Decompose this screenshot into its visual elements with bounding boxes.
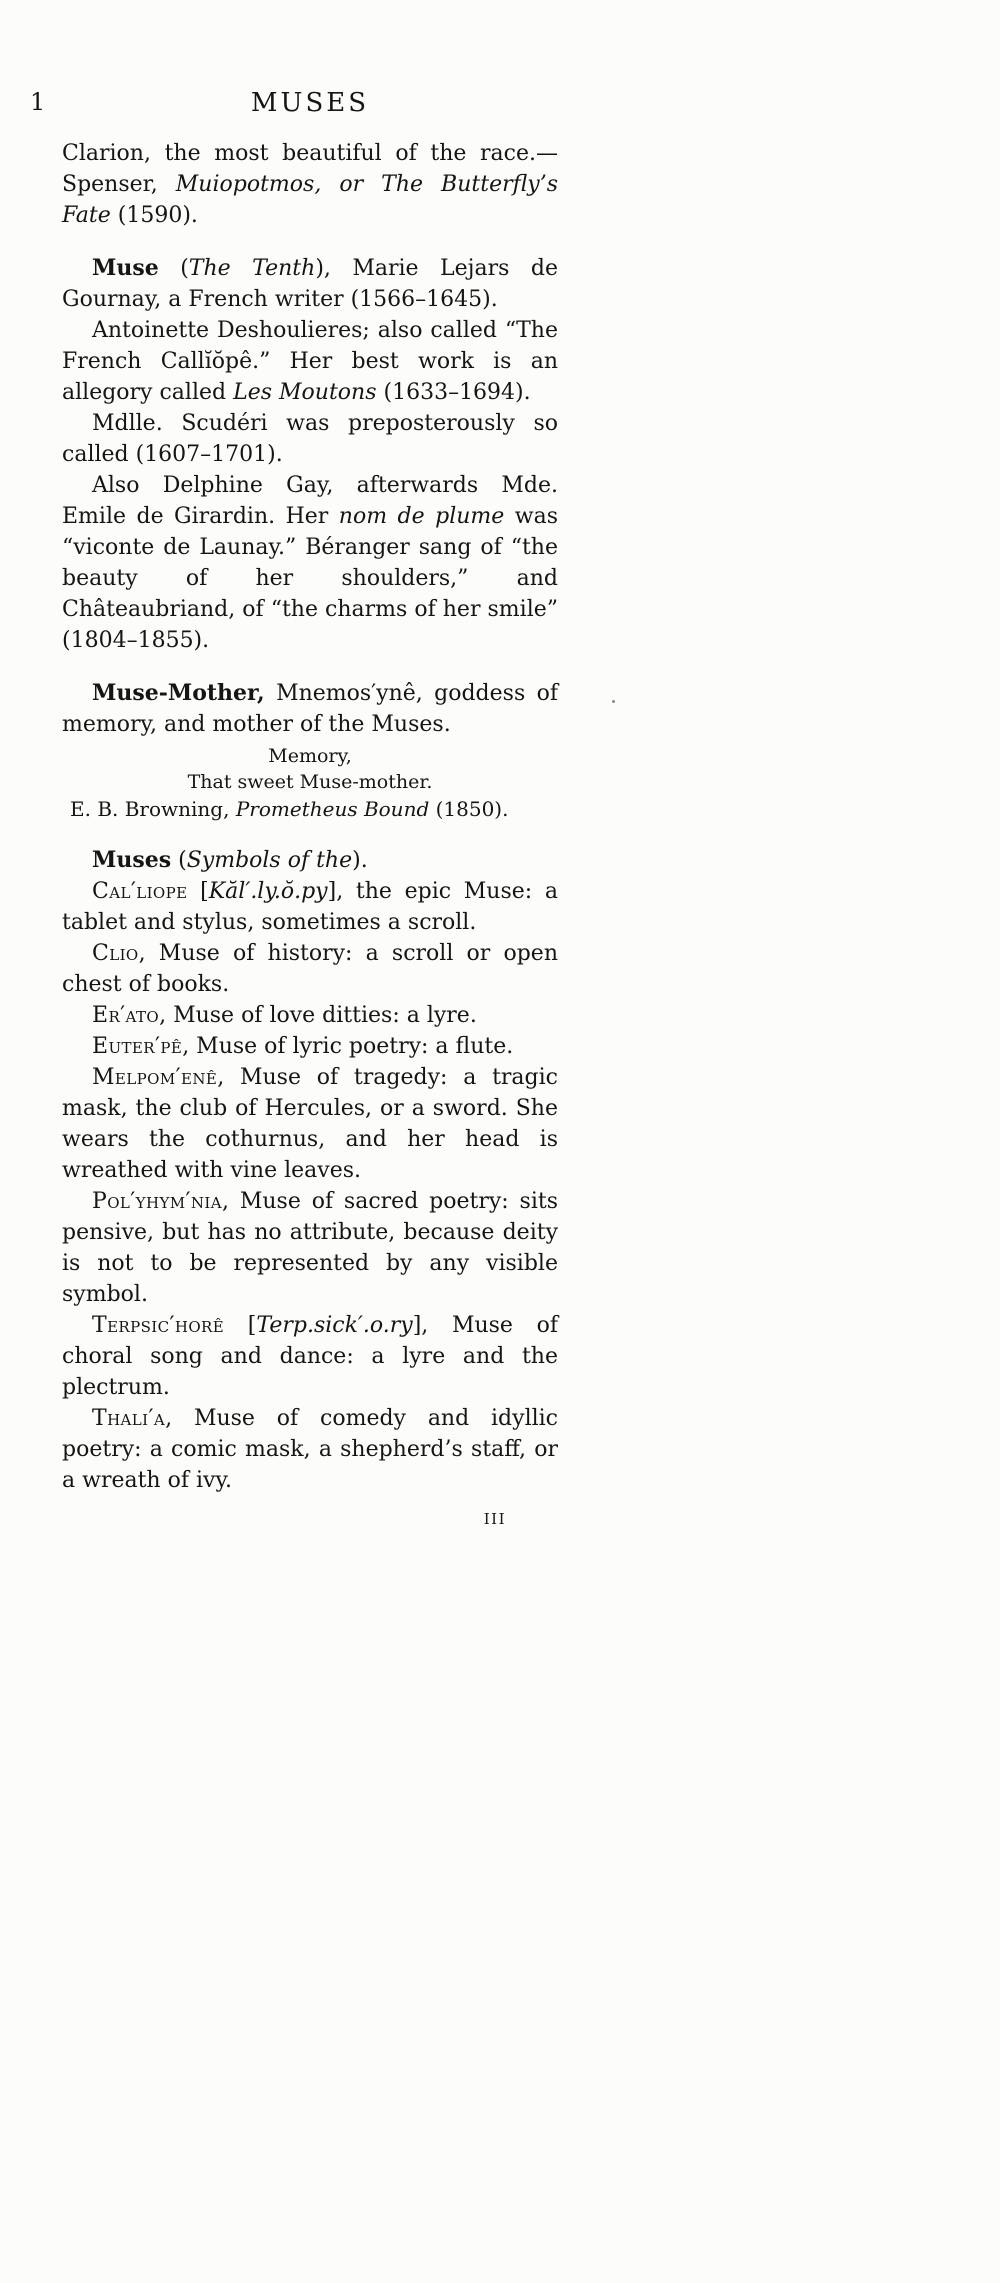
verse-line: That sweet Muse-mother.	[187, 771, 433, 793]
entry-terpsichore	[62, 1310, 558, 1403]
work-title-italic: The Tenth	[188, 256, 316, 281]
muse-name-smallcaps: Terpsic′horê	[92, 1313, 225, 1338]
muse-name-smallcaps: Euter′pê	[92, 1034, 183, 1059]
pronunciation-italic: Kăl′.ly.ŏ.py	[208, 879, 328, 904]
text-run: (1590).	[110, 203, 198, 228]
paragraph-clarion-continuation	[62, 138, 558, 231]
entry-headword: Muses	[92, 847, 172, 873]
signature-mark: III	[483, 1510, 506, 1528]
phrase-italic: Symbols of the	[186, 848, 353, 873]
text-run: , Muse of love ditties: a lyre.	[159, 1003, 477, 1028]
text-run: [	[224, 1313, 257, 1338]
text-run: [	[187, 879, 209, 904]
entry-polyhymnia	[62, 1186, 558, 1310]
entry-antoinette-deshoulieres	[62, 315, 558, 408]
text-run: , Muse of history: a scroll or open chest of books.	[62, 941, 558, 997]
entry-euterpe	[62, 1031, 558, 1062]
entry-scuderi	[62, 408, 558, 470]
muse-name-smallcaps: Clio	[92, 941, 139, 966]
text-run: Antoinette Deshoulieres; also called “The French Callĭŏpê.” Her best work is an allegory called	[62, 318, 558, 405]
text-run: ).	[352, 848, 368, 873]
entry-muse-tenth	[62, 253, 558, 315]
verse-quote	[62, 743, 558, 795]
text-run: ), Marie Lejars de Gournay, a French writer (1566–1645).	[62, 256, 559, 312]
entry-calliope	[62, 876, 558, 938]
pronunciation-italic: Terp.sick′.o.ry	[256, 1313, 413, 1338]
text-run: E. B. Browning,	[70, 797, 236, 821]
verse-line: Memory,	[268, 745, 352, 767]
entry-delphine-gay	[62, 470, 558, 656]
text-run: Mnemos′ynê, goddess of memory, and mother of the Muses.	[62, 681, 558, 737]
phrase-italic: nom de plume	[338, 504, 505, 529]
text-run: , Muse of comedy and idyllic poetry: a comic mask, a shepherd’s staff, or a wreath of ivy.	[62, 1406, 558, 1493]
work-title-italic: Muiopotmos, or The Butterfly’s Fate	[62, 172, 558, 228]
text-run: Clarion, the most beautiful of the race.— Spenser,	[62, 141, 558, 197]
text-run: ], the epic Muse: a tablet and stylus, sometimes a scroll.	[62, 879, 558, 935]
entry-headword: Muse-Mother,	[92, 680, 265, 706]
text-run: (1633–1694).	[376, 380, 531, 405]
text-run: (	[171, 848, 187, 873]
muse-name-smallcaps: Er′ato	[92, 1003, 160, 1028]
entry-melpomene	[62, 1062, 558, 1186]
scan-speck	[612, 700, 615, 703]
page-number: 1	[30, 88, 46, 116]
work-title-italic: Prometheus Bound	[235, 797, 430, 821]
entry-erato	[62, 1000, 558, 1031]
entry-headword: Muse	[92, 255, 159, 281]
muse-name-smallcaps: Melpom′enê	[92, 1065, 218, 1090]
page-header	[0, 88, 1000, 128]
text-run: , Muse of lyric poetry: a flute.	[182, 1034, 514, 1059]
entry-thalia	[62, 1403, 558, 1496]
verse-attribution	[62, 796, 558, 823]
text-run: ], Muse of choral song and dance: a lyre and the plectrum.	[62, 1313, 558, 1400]
text-run: was “viconte de Launay.” Béranger sang of “the beauty of her shoulders,” and Châteaubriand, of “the charms of her smile” (1804–1855).	[62, 504, 558, 653]
muse-name-smallcaps: Thali′a	[92, 1406, 166, 1431]
entry-clio	[62, 938, 558, 1000]
text-run: (	[158, 256, 189, 281]
text-run: , Muse of tragedy: a tragic mask, the club of Hercules, or a sword. She wears the cothurnus, and her head is wreathed with vine leaves.	[62, 1065, 558, 1183]
work-title-italic: Les Moutons	[233, 380, 377, 405]
entry-muse-mother	[62, 678, 558, 740]
muse-name-smallcaps: Cal′liope	[92, 879, 188, 904]
running-title: MUSES	[250, 88, 370, 118]
text-run: Also Delphine Gay, afterwards Mde. Emile de Girardin. Her	[62, 473, 558, 529]
text-run: (1850).	[429, 797, 509, 821]
text-column	[62, 138, 558, 1535]
entry-muses-symbols	[62, 845, 558, 876]
muse-name-smallcaps: Pol′yhym′nia	[92, 1189, 222, 1214]
text-run: , Muse of sacred poetry: sits pensive, but has no attribute, because deity is not to be represented by any visible symbol.	[62, 1189, 558, 1307]
text-run: Mdlle. Scudéri was preposterously so called (1607–1701).	[62, 411, 558, 467]
